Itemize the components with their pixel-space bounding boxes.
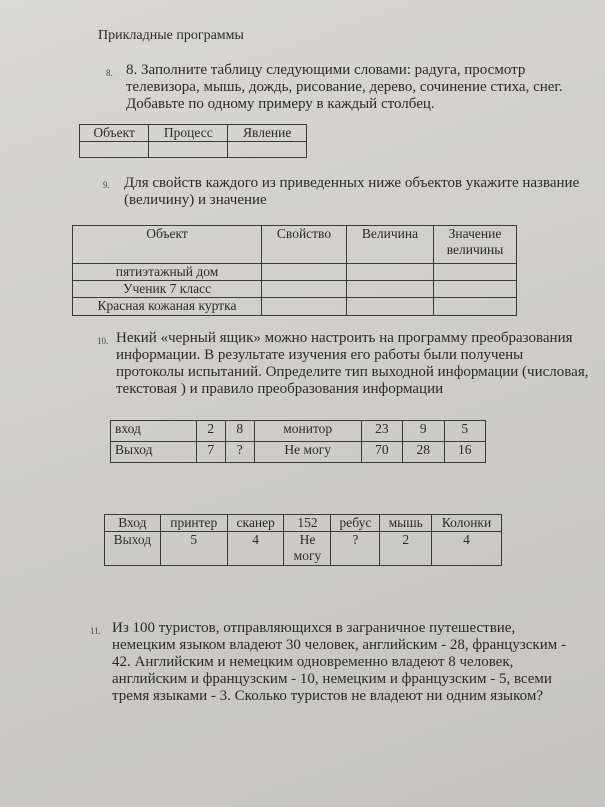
q10-t1-cell: монитор [254,421,361,442]
q8-number: 8. [106,68,113,78]
q9-row-object: Красная кожаная куртка [73,298,262,316]
q10-t1-cell: ? [225,442,254,463]
q10-t2-cell: сканер [227,515,284,532]
q10-table-1 [110,420,486,463]
q10-t1-cell: 7 [196,442,225,463]
q8-table [79,124,307,158]
q10-t1-cell: 9 [403,421,444,442]
q9-header-property: Свойство [262,226,347,264]
q10-t2-header: Выход [105,532,161,566]
q8-cell [228,142,307,158]
q10-t1-header: Выход [111,442,197,463]
q11-text: Из 100 туристов, отправляющихся в заграничное путешествие, немецким языком владеют 30 человек, английским - 28, французским - 42. Английским и немецким одновременно владеют 8 человек, английским и французским - 10, немецким и французским - 5, всеми тремя языками - 3. Сколько туристов не владеют ни одним языком? [112,620,566,704]
q10-t2-cell: 2 [380,532,432,566]
q9-cell [262,264,347,281]
q9-header-object: Объект [73,226,262,264]
q10-text: Некий «черный ящик» можно настроить на программу преобразования информации. В результате изучения его работы были получены протоколы испытаний. Определите тип выходной информации (числовая, текстовая ) и правило преобразования информации [116,330,589,397]
q9-text: Для свойств каждого из приведенных ниже объектов укажите название (величину) и значение [124,175,580,208]
q10-t1-cell: 16 [444,442,485,463]
q10-t2-cell: 4 [227,532,284,566]
q10-t1-cell: Не могу [254,442,361,463]
q9-cell [347,264,434,281]
q8-header-phenomenon: Явление [228,125,307,142]
q9-cell [262,298,347,316]
q10-t1-cell: 5 [444,421,485,442]
q9-number: 9. [103,180,110,190]
q8-cell [149,142,228,158]
q10-t2-cell: 5 [160,532,227,566]
q9-cell [434,281,517,298]
q10-t1-cell: 2 [196,421,225,442]
q9-header-value: Значение величины [434,226,517,264]
q8-header-object: Объект [80,125,149,142]
q9-cell [434,264,517,281]
q10-t2-cell: Колонки [432,515,502,532]
q10-t2-cell: 152 [284,515,331,532]
q10-t2-cell: принтер [160,515,227,532]
q9-cell [347,281,434,298]
q10-t1-cell: 23 [361,421,402,442]
q10-t1-header: вход [111,421,197,442]
q10-t2-cell: мышь [380,515,432,532]
q8-header-process: Процесс [149,125,228,142]
q10-table-2 [104,514,502,566]
q10-number: 10. [97,336,109,346]
q10-t2-cell: ребус [331,515,380,532]
q9-table [72,225,517,316]
q9-cell [347,298,434,316]
q9-row-object: пятиэтажный дом [73,264,262,281]
q8-cell [80,142,149,158]
q10-t2-header: Вход [105,515,161,532]
q9-row-object: Ученик 7 класс [73,281,262,298]
page-header: Прикладные программы [98,28,244,43]
q8-text: 8. Заполните таблицу следующими словами: радуга, просмотр телевизора, мышь, дождь, рисование, дерево, сочинение стиха, снег. Добавьте по одному примеру в каждый столбец. [126,62,563,112]
q10-t2-cell: 4 [432,532,502,566]
q10-t1-cell: 8 [225,421,254,442]
q10-t2-cell: Не могу [284,532,331,566]
q10-t2-cell: ? [331,532,380,566]
q10-t1-cell: 28 [403,442,444,463]
q9-cell [262,281,347,298]
q11-number: 11. [90,626,101,636]
q9-cell [434,298,517,316]
q10-t1-cell: 70 [361,442,402,463]
q9-header-quantity: Величина [347,226,434,264]
